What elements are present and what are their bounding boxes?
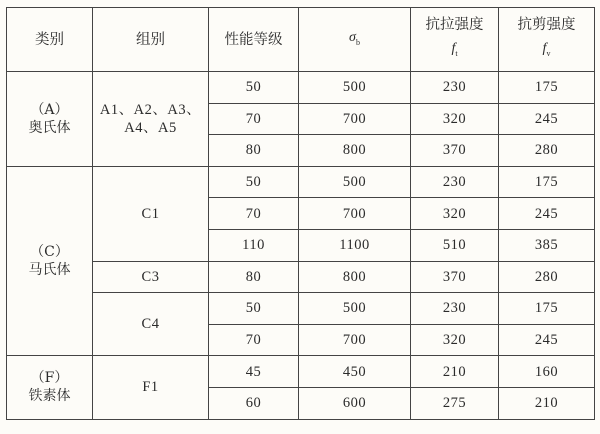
sigma-cell: 500 [299, 293, 411, 325]
tensile-cell: 230 [411, 72, 499, 104]
group-a-line1: A1、A2、A3、 [99, 101, 202, 118]
category-austenitic [7, 72, 93, 167]
sigma-cell: 800 [299, 261, 411, 293]
table-row [7, 72, 595, 104]
sigma-cell: 500 [299, 72, 411, 104]
sigma-cell: 500 [299, 166, 411, 198]
sigma-symbol: σ [349, 29, 356, 45]
table-row [7, 293, 595, 325]
tensile-label: 抗拉强度 [425, 17, 484, 34]
grade-cell: 110 [209, 229, 299, 261]
shear-cell: 385 [499, 229, 595, 261]
sigma-cell: 700 [299, 103, 411, 135]
header-group: 组别 [93, 8, 209, 72]
grade-cell: 60 [209, 387, 299, 419]
header-sigma-b [299, 8, 411, 72]
category-code: （F） [30, 370, 69, 387]
tensile-cell: 230 [411, 293, 499, 325]
header-tensile [411, 8, 499, 72]
sigma-cell: 700 [299, 198, 411, 230]
group-c1: C1 [93, 166, 209, 261]
sigma-cell: 700 [299, 324, 411, 356]
category-name: 马氏体 [28, 262, 71, 279]
grade-cell: 70 [209, 324, 299, 356]
sigma-cell: 450 [299, 356, 411, 388]
tensile-subscript: t [455, 48, 458, 58]
sigma-subscript: b [355, 37, 360, 47]
category-name: 奥氏体 [28, 119, 71, 136]
header-category: 类别 [7, 8, 93, 72]
category-name: 铁素体 [28, 388, 71, 405]
grade-cell: 70 [209, 103, 299, 135]
shear-cell: 245 [499, 324, 595, 356]
grade-cell: 70 [209, 198, 299, 230]
tensile-cell: 510 [411, 229, 499, 261]
tensile-cell: 230 [411, 166, 499, 198]
shear-label: 抗剪强度 [517, 17, 576, 34]
shear-cell: 175 [499, 72, 595, 104]
table-row [7, 166, 595, 198]
grade-cell: 45 [209, 356, 299, 388]
category-code: （C） [30, 244, 69, 261]
category-martensitic [7, 166, 93, 356]
shear-cell: 245 [499, 198, 595, 230]
grade-cell: 80 [209, 261, 299, 293]
shear-cell: 280 [499, 135, 595, 167]
header-row [7, 8, 595, 72]
category-code: （A） [30, 101, 69, 118]
strength-table [6, 7, 595, 420]
header-shear [499, 8, 595, 72]
group-c4: C4 [93, 293, 209, 356]
group-a [93, 72, 209, 167]
shear-cell: 160 [499, 356, 595, 388]
shear-cell: 175 [499, 293, 595, 325]
table-container [6, 7, 595, 420]
tensile-cell: 275 [411, 387, 499, 419]
grade-cell: 50 [209, 293, 299, 325]
tensile-cell: 370 [411, 135, 499, 167]
grade-cell: 80 [209, 135, 299, 167]
shear-cell: 175 [499, 166, 595, 198]
shear-cell: 245 [499, 103, 595, 135]
table-row [7, 261, 595, 293]
tensile-cell: 320 [411, 324, 499, 356]
sigma-cell: 600 [299, 387, 411, 419]
tensile-symbol: f [451, 41, 456, 57]
tensile-cell: 370 [411, 261, 499, 293]
header-grade: 性能等级 [209, 8, 299, 72]
group-a-line2: A4、A5 [124, 119, 177, 136]
sigma-cell: 1100 [299, 229, 411, 261]
group-c3: C3 [93, 261, 209, 293]
shear-symbol: f [542, 41, 547, 57]
grade-cell: 50 [209, 72, 299, 104]
tensile-cell: 320 [411, 103, 499, 135]
shear-subscript: v [546, 48, 551, 58]
shear-cell: 280 [499, 261, 595, 293]
group-f1: F1 [93, 356, 209, 419]
grade-cell: 50 [209, 166, 299, 198]
tensile-cell: 210 [411, 356, 499, 388]
table-row [7, 356, 595, 388]
tensile-cell: 320 [411, 198, 499, 230]
shear-cell: 210 [499, 387, 595, 419]
sigma-cell: 800 [299, 135, 411, 167]
category-ferritic [7, 356, 93, 419]
